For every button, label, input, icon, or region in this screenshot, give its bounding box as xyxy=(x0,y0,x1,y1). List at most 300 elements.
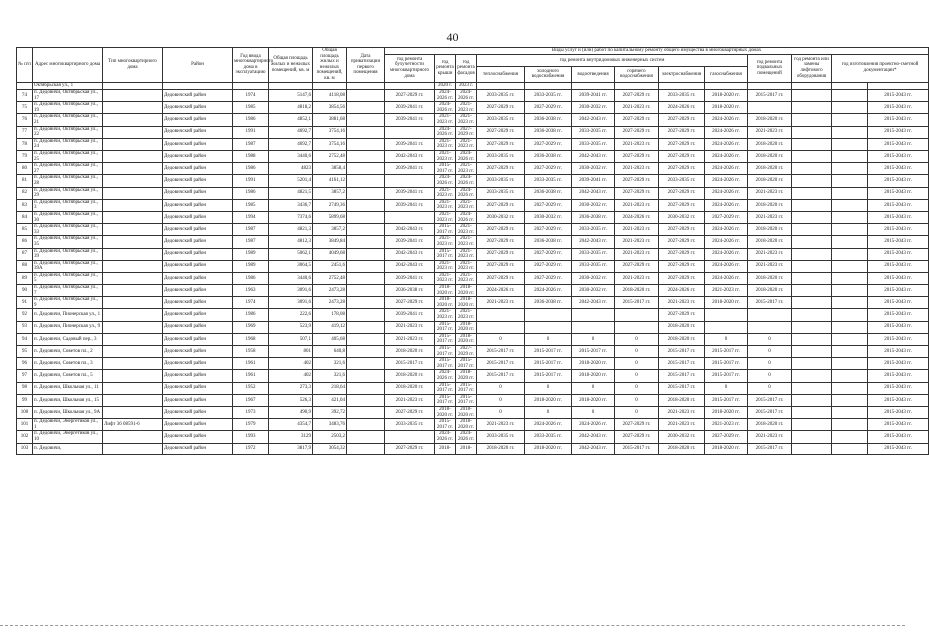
cell-facade: 2018-2020 гг. xyxy=(456,406,477,418)
cell-lift xyxy=(792,394,832,406)
cell-cold-water: 0 xyxy=(525,333,572,345)
cell-living-area: 2473,28 xyxy=(313,285,347,297)
cell-district: Дедовичский район xyxy=(163,114,233,126)
table-row xyxy=(17,272,929,284)
cell-cold-water: 2036-2038 гг. xyxy=(525,297,572,309)
cell-blank xyxy=(832,346,868,358)
cell-cold-water: 2015-2017 гг. xyxy=(525,370,572,382)
cell-privatization-date xyxy=(347,406,385,418)
cell-hot-water: 2018-2020 гг. xyxy=(615,285,659,297)
cell-year: 1961 xyxy=(233,358,269,370)
header-district: Район xyxy=(163,48,233,83)
header-total-area: Общая площадь жилых и нежилых помещений, кв. м xyxy=(269,48,313,83)
cell-gas: 2027-2029 гг. xyxy=(705,211,748,223)
cell-type xyxy=(103,394,163,406)
cell xyxy=(17,82,33,90)
cell-electric: 2027-2029 гг. xyxy=(659,224,705,236)
cell-year: 1986 xyxy=(233,187,269,199)
cell-facade: 2024-2026 гг. xyxy=(456,151,477,163)
cell-district: Дедовичский район xyxy=(163,272,233,284)
cell-basement: 2021-2023 гг. xyxy=(748,126,792,138)
cell-privatization-date xyxy=(347,138,385,150)
cell-total-area: 526,3 xyxy=(269,394,313,406)
cell-type xyxy=(103,236,163,248)
cell-address: п. Дедовичи, Октябрьская ул., 29 xyxy=(33,187,103,199)
cell-project: 2015-2043 гг. xyxy=(868,248,929,260)
cell-heat: 2033-2035 гг. xyxy=(477,90,525,102)
cell-year: 1972 xyxy=(233,443,269,454)
cell-district: Дедовичский район xyxy=(163,443,233,454)
cell-roof: 2024-2026 гг. xyxy=(435,102,456,114)
cell-district: Дедовичский район xyxy=(163,199,233,211)
cell-num: 81 xyxy=(17,175,33,187)
cell-type xyxy=(103,406,163,418)
cell-gas xyxy=(705,321,748,333)
cell-num: 84 xyxy=(17,211,33,223)
cell-roof: 2021-2023 гг. xyxy=(435,260,456,272)
cell-address: п. Дедовичи, Школьная ул., 15 xyxy=(33,394,103,406)
cell-roof: 2015-2017 гг. xyxy=(435,163,456,175)
cell-year-fund: 2027-2029 гг. xyxy=(385,443,435,454)
cell-gas: 2018-2020 гг. xyxy=(705,406,748,418)
cell-hot-water: 2021-2023 гг. xyxy=(615,138,659,150)
cell-cold-water: 2024-2026 гг. xyxy=(525,419,572,431)
cell-type xyxy=(103,346,163,358)
cell-address: п. Дедовичи, Октябрьская ул., 24 xyxy=(33,138,103,150)
cell-lift xyxy=(792,163,832,175)
cell-living-area: 5899,68 xyxy=(313,211,347,223)
cell-district: Дедовичский район xyxy=(163,370,233,382)
cell-type xyxy=(103,224,163,236)
cell-type xyxy=(103,297,163,309)
cell-cold-water: 2036-2038 гг. xyxy=(525,187,572,199)
table-row xyxy=(17,199,929,211)
table-row xyxy=(17,358,929,370)
cell-sewer: 2033-2035 гг. xyxy=(572,224,615,236)
cell-electric: 2027-2029 гг. xyxy=(659,151,705,163)
cell-electric: 2021-2023 гг. xyxy=(659,406,705,418)
cell-sewer: 2042-2043 гг. xyxy=(572,114,615,126)
cell-hot-water xyxy=(615,309,659,321)
cell-basement: 0 xyxy=(748,358,792,370)
cell-address: п. Дедовичи, Октябрьская ул., 7 xyxy=(33,285,103,297)
cell xyxy=(477,82,525,90)
header-lift: год ремонта или замены лифтового оборудования xyxy=(792,54,832,82)
cell-year: 1973 xyxy=(233,406,269,418)
cell-year-fund: 2021-2023 гг. xyxy=(385,333,435,345)
cell-heat: 0 xyxy=(477,333,525,345)
cell-hot-water: 0 xyxy=(615,333,659,345)
cell-electric: 2027-2029 гг. xyxy=(659,199,705,211)
cell-total-area: 3091,6 xyxy=(269,285,313,297)
cell-type xyxy=(103,175,163,187)
cell-year: 1986 xyxy=(233,163,269,175)
cell-roof: 2021-2023 гг. xyxy=(435,272,456,284)
cell-year: 1986 xyxy=(233,114,269,126)
cell-project: 2015-2043 гг. xyxy=(868,382,929,394)
cell-lift xyxy=(792,321,832,333)
cell-lift xyxy=(792,211,832,223)
cell-lift xyxy=(792,260,832,272)
cell-district: Дедовичский район xyxy=(163,187,233,199)
cell-num: 90 xyxy=(17,285,33,297)
header-year: Год ввода многоквартирного дома в эксплуатацию xyxy=(233,48,269,83)
cell-gas: 2024-2026 гг. xyxy=(705,248,748,260)
cell-electric: 2021-2023 гг. xyxy=(659,297,705,309)
cell-num: 93 xyxy=(17,321,33,333)
cell-roof: 2024-2026 гг. xyxy=(435,126,456,138)
cell-living-area: 2451,6 xyxy=(313,260,347,272)
cell-year: 1987 xyxy=(233,224,269,236)
cell-year: 1985 xyxy=(233,102,269,114)
cell-roof: 2018-2020 гг. xyxy=(435,285,456,297)
cell-roof: 2021-2023 гг. xyxy=(435,114,456,126)
cell-heat: 2027-2029 гг. xyxy=(477,272,525,284)
cell-roof: 2015-2017 гг. xyxy=(435,419,456,431)
table-row xyxy=(17,260,929,272)
cell-lift xyxy=(792,297,832,309)
cell-roof: 2021-2023 гг. xyxy=(435,151,456,163)
cell-type xyxy=(103,321,163,333)
cell-facade: 2021-2023 гг. xyxy=(456,272,477,284)
cell-project: 2015-2043 гг. xyxy=(868,285,929,297)
cell-type xyxy=(103,90,163,102)
cell-type xyxy=(103,333,163,345)
cell-address: п. Дедовичи, Пионерская ул., 1 xyxy=(33,309,103,321)
cell-privatization-date xyxy=(347,199,385,211)
cell-year-fund: 2021-2023 гг. xyxy=(385,394,435,406)
cell-living-area: 3054,32 xyxy=(313,443,347,454)
cell-district: Дедовичский район xyxy=(163,309,233,321)
cell-facade: 2018-2020 гг. xyxy=(456,333,477,345)
table-row xyxy=(17,394,929,406)
cell-privatization-date xyxy=(347,102,385,114)
cell-address: п. Дедовичи, Пионерская ул., 9 xyxy=(33,321,103,333)
cell-num: 99 xyxy=(17,394,33,406)
cell-gas: 2015-2017 гг. xyxy=(705,358,748,370)
cell xyxy=(233,82,269,90)
cell-project: 2015-2043 гг. xyxy=(868,321,929,333)
cell-blank xyxy=(832,151,868,163)
cell-project: 2015-2043 гг. xyxy=(868,211,929,223)
cell-address: Октябрьская ул., 1 xyxy=(33,82,103,90)
cell-electric: 2027-2029 гг. xyxy=(659,163,705,175)
table-row xyxy=(17,90,929,102)
cell-heat: 2027-2029 гг. xyxy=(477,199,525,211)
cell-type xyxy=(103,370,163,382)
cell-roof: 2024-2026 гг. xyxy=(435,175,456,187)
cell-blank xyxy=(832,126,868,138)
cell-address: п. Дедовичи, Октябрьская ул., 35 xyxy=(33,236,103,248)
cell-project: 2015-2043 гг. xyxy=(868,90,929,102)
header-heat: теплоснабжения xyxy=(477,67,525,82)
cell-living-area: 2749,36 xyxy=(313,199,347,211)
cell-privatization-date xyxy=(347,346,385,358)
cell-num: 75 xyxy=(17,102,33,114)
cell-cold-water: 2024-2026 гг. xyxy=(525,285,572,297)
cell-living-area: 2473,28 xyxy=(313,297,347,309)
cell-privatization-date xyxy=(347,297,385,309)
cell-type xyxy=(103,260,163,272)
cell-type xyxy=(103,126,163,138)
cell-hot-water xyxy=(615,321,659,333)
table-row xyxy=(17,285,929,297)
cell-electric: 2015-2017 гг. xyxy=(659,370,705,382)
cell-project: 2015-2043 гг. xyxy=(868,163,929,175)
cell-hot-water: 2027-2029 гг. xyxy=(615,114,659,126)
cell-gas: 2024-2026 гг. xyxy=(705,151,748,163)
cell-sewer: 2039-2041 гг. xyxy=(572,175,615,187)
cell-district: Дедовичский район xyxy=(163,138,233,150)
cell-total-area: 273,3 xyxy=(269,382,313,394)
cell-gas: 2018-2020 гг. xyxy=(705,102,748,114)
cell-sewer: 0 xyxy=(572,333,615,345)
cell-blank xyxy=(832,163,868,175)
cell-facade: 2023 г. xyxy=(456,82,477,90)
cell-heat: 0 xyxy=(477,382,525,394)
cell-facade: 2024-2026 гг. xyxy=(456,90,477,102)
table-row xyxy=(17,406,929,418)
cell-facade: 2018-2020 гг. xyxy=(456,370,477,382)
table-row xyxy=(17,151,929,163)
cell-district: Дедовичский район xyxy=(163,382,233,394)
cell-year: 1969 xyxy=(233,321,269,333)
cell-hot-water: 2027-2029 гг. xyxy=(615,126,659,138)
cell-gas: 2024-2026 гг. xyxy=(705,260,748,272)
cell-year-fund: 2042-2043 гг. xyxy=(385,248,435,260)
cell-project: 2015-2043 гг. xyxy=(868,394,929,406)
cell-sewer: 2042-2043 гг. xyxy=(572,431,615,443)
cell-district: Дедовичский район xyxy=(163,333,233,345)
cell-gas: 2024-2026 гг. xyxy=(705,224,748,236)
cell-address: п. Дедовичи, Садовый пер., 3 xyxy=(33,333,103,345)
cell-year-fund: 2039-2041 гг. xyxy=(385,199,435,211)
cell-lift xyxy=(792,346,832,358)
cell-electric: 2024-2026 гг. xyxy=(659,285,705,297)
cell-total-area: 4852,1 xyxy=(269,114,313,126)
cell-district: Дедовичский район xyxy=(163,394,233,406)
cell-facade: 2018-2020 гг. xyxy=(456,285,477,297)
cell-total-area: 4821,3 xyxy=(269,224,313,236)
cell-cold-water: 2033-2035 гг. xyxy=(525,175,572,187)
table-row xyxy=(17,163,929,175)
header-engineering: год ремонта внутридомовых инженерных систем xyxy=(477,54,748,67)
cell-year-fund: 2039-2041 гг. xyxy=(385,272,435,284)
cell-electric: 2027-2029 гг. xyxy=(659,114,705,126)
cell-cold-water: 2036-2038 гг. xyxy=(525,151,572,163)
cell-roof: 2018-2020 гг. xyxy=(435,297,456,309)
cell-year: 1968 xyxy=(233,333,269,345)
cell-sewer: 2030-2032 гг. xyxy=(572,272,615,284)
cell-address: п. Дедовичи, Советов пл., 2 xyxy=(33,346,103,358)
table-row xyxy=(17,114,929,126)
cell-district: Дедовичский район xyxy=(163,358,233,370)
page-number: 40 xyxy=(446,30,459,44)
cell-privatization-date xyxy=(347,126,385,138)
cell-address: п. Дедовичи, Энергетиков ул., 10 xyxy=(33,431,103,443)
cell-sewer: 2042-2043 гг. xyxy=(572,297,615,309)
cell-privatization-date xyxy=(347,443,385,454)
cell-num: 82 xyxy=(17,187,33,199)
cell-type xyxy=(103,163,163,175)
header-basement: год ремонта подвальных помещений xyxy=(748,54,792,82)
cell-num: 102 xyxy=(17,431,33,443)
cell-privatization-date xyxy=(347,211,385,223)
cell-living-area: 321,6 xyxy=(313,370,347,382)
cell-year: 1987 xyxy=(233,236,269,248)
cell-sewer: 2042-2043 гг. xyxy=(572,236,615,248)
cell-roof: 2021-2023 гг. xyxy=(435,309,456,321)
cell-sewer: 2030-2032 гг. xyxy=(572,199,615,211)
cell-project: 2015-2043 гг. xyxy=(868,187,929,199)
cell-blank xyxy=(832,138,868,150)
cell-basement: 2015-2017 гг. xyxy=(748,406,792,418)
cell-sewer: 2015-2017 гг. xyxy=(572,346,615,358)
cell-type xyxy=(103,443,163,454)
cell xyxy=(572,82,615,90)
cell-address: п. Дедовичи, Октябрьская ул., 28 xyxy=(33,175,103,187)
cell-privatization-date xyxy=(347,382,385,394)
cell-hot-water: 2015-2017 гг. xyxy=(615,443,659,454)
cell-year: 1974 xyxy=(233,297,269,309)
cell-roof: 2018- xyxy=(435,443,456,454)
cell-facade: 2021-2023 гг. xyxy=(456,309,477,321)
header-address: Адрес многоквартирного дома xyxy=(33,48,103,83)
table-row xyxy=(17,102,929,114)
cell-cold-water: 2027-2029 гг. xyxy=(525,138,572,150)
cell-year-fund: 2033-2035 гг. xyxy=(385,419,435,431)
cell-num: 89 xyxy=(17,272,33,284)
cell-num: 88 xyxy=(17,260,33,272)
cell-hot-water: 0 xyxy=(615,358,659,370)
cell-year: 1989 xyxy=(233,260,269,272)
cell-cold-water: 2036-2038 гг. xyxy=(525,236,572,248)
cell-total-area: 4812,3 xyxy=(269,236,313,248)
cell-district: Дедовичский район xyxy=(163,297,233,309)
cell-gas xyxy=(705,309,748,321)
cell-num: 103 xyxy=(17,443,33,454)
cell-living-area: 392,72 xyxy=(313,406,347,418)
cell-sewer: 2042-2043 гг. xyxy=(572,151,615,163)
cell-hot-water: 2027-2029 гг. xyxy=(615,90,659,102)
cell-num: 78 xyxy=(17,138,33,150)
cell-year: 1991 xyxy=(233,175,269,187)
cell-total-area: 402 xyxy=(269,370,313,382)
cell-roof: 2015-2017 гг. xyxy=(435,382,456,394)
cell-year-fund: 2015-2017 гг. xyxy=(385,358,435,370)
cell-sewer: 2018-2020 гг. xyxy=(572,358,615,370)
cell-type xyxy=(103,199,163,211)
cell-privatization-date xyxy=(347,224,385,236)
cell-roof: 2015-2017 гг. xyxy=(435,358,456,370)
table-row xyxy=(17,224,929,236)
cell-roof: 2021-2023 гг. xyxy=(435,211,456,223)
cell-living-area: 4161,12 xyxy=(313,175,347,187)
cell-total-area: 3129 xyxy=(269,431,313,443)
cell-facade: 2021-2023 гг. xyxy=(456,102,477,114)
cell-privatization-date xyxy=(347,370,385,382)
cell xyxy=(832,82,868,90)
cell-sewer: 2033-2035 гг. xyxy=(572,260,615,272)
cell-cold-water: 2036-2038 гг. xyxy=(525,126,572,138)
cell-facade: 2015-2017 гг. xyxy=(456,382,477,394)
cell-roof: 2018-2020 гг. xyxy=(435,406,456,418)
cell-num: 87 xyxy=(17,248,33,260)
cell-lift xyxy=(792,248,832,260)
cell-heat: 2027-2029 гг. xyxy=(477,224,525,236)
cell-heat: 2027-2029 гг. xyxy=(477,163,525,175)
cell-hot-water: 0 xyxy=(615,394,659,406)
cell-type xyxy=(103,102,163,114)
cell-district: Дедовичский район xyxy=(163,248,233,260)
cell-basement: 2015-2017 гг. xyxy=(748,90,792,102)
cell-address: п. Дедовичи, xyxy=(33,443,103,454)
cell-gas: 2024-2026 гг. xyxy=(705,187,748,199)
cell-total-area: 3064,5 xyxy=(269,260,313,272)
cell-basement: 2018-2020 гг. xyxy=(748,151,792,163)
cell-project: 2015-2043 гг. xyxy=(868,224,929,236)
cell-lift xyxy=(792,126,832,138)
table-row xyxy=(17,333,929,345)
cell-address: п. Дедовичи, Октябрьская ул., 5 xyxy=(33,272,103,284)
cell-privatization-date xyxy=(347,272,385,284)
cell-electric: 2018-2020 гг. xyxy=(659,443,705,454)
cell-privatization-date xyxy=(347,358,385,370)
cell-facade: 2021-2023 гг. xyxy=(456,138,477,150)
cell-project: 2015-2043 гг. xyxy=(868,102,929,114)
cell-electric: 2024-2026 гг. xyxy=(659,102,705,114)
cell-basement: 2018-2020 гг. xyxy=(748,114,792,126)
cell-electric: 2027-2029 гг. xyxy=(659,236,705,248)
cell-living-area: 421,04 xyxy=(313,394,347,406)
cell-facade: 2018-2020 гг. xyxy=(456,321,477,333)
cell-project: 2015-2043 гг. xyxy=(868,114,929,126)
cell-living-area: 3857,2 xyxy=(313,224,347,236)
cell xyxy=(385,82,435,90)
cell-project: 2015-2043 гг. xyxy=(868,138,929,150)
cell-project: 2015-2043 гг. xyxy=(868,406,929,418)
cell-district: Дедовичский район xyxy=(163,260,233,272)
cell-electric: 2021-2023 гг. xyxy=(659,419,705,431)
cell-blank xyxy=(832,260,868,272)
cell-basement: 2018-2020 гг. xyxy=(748,138,792,150)
cell-blank xyxy=(832,370,868,382)
cell-district: Дедовичский район xyxy=(163,102,233,114)
cell-heat: 2015-2017 гг. xyxy=(477,346,525,358)
table-row xyxy=(17,443,929,454)
cell-year-fund: 2039-2041 гг. xyxy=(385,236,435,248)
cell-heat: 2027-2029 гг. xyxy=(477,236,525,248)
cell-cold-water: 2027-2029 гг. xyxy=(525,260,572,272)
cell-sewer xyxy=(572,309,615,321)
cell-lift xyxy=(792,285,832,297)
cell-num: 83 xyxy=(17,199,33,211)
table-body xyxy=(17,82,929,454)
cell-basement: 2021-2023 гг. xyxy=(748,248,792,260)
cell xyxy=(868,82,929,90)
cell-type xyxy=(103,211,163,223)
cell-year: 1987 xyxy=(233,138,269,150)
cell-privatization-date xyxy=(347,163,385,175)
cell-year-fund: 2039-2041 гг. xyxy=(385,114,435,126)
cell-blank xyxy=(832,114,868,126)
cell-heat: 2030-2032 гг. xyxy=(477,211,525,223)
cell-electric: 2027-2029 гг. xyxy=(659,187,705,199)
cell-cold-water: 2030-2032 гг. xyxy=(525,211,572,223)
cell-gas: 2024-2026 гг. xyxy=(705,114,748,126)
cell-gas: 2015-2017 гг. xyxy=(705,394,748,406)
cell-basement xyxy=(748,102,792,114)
